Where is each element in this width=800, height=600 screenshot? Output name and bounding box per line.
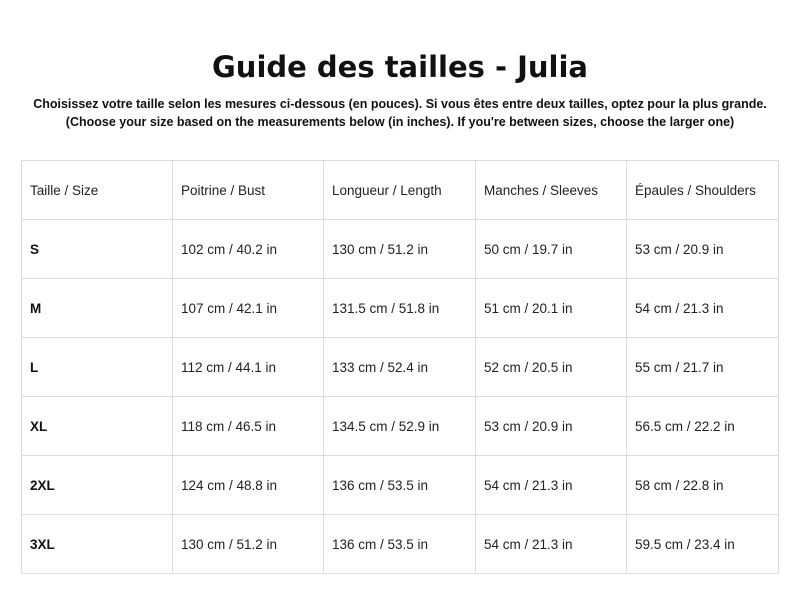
size-cell: L bbox=[22, 338, 173, 397]
size-cell: XL bbox=[22, 397, 173, 456]
length-cell: 130 cm / 51.2 in bbox=[324, 220, 476, 279]
length-cell: 134.5 cm / 52.9 in bbox=[324, 397, 476, 456]
size-cell: M bbox=[22, 279, 173, 338]
size-cell: 2XL bbox=[22, 456, 173, 515]
bust-cell: 130 cm / 51.2 in bbox=[173, 515, 324, 574]
shoulders-cell: 59.5 cm / 23.4 in bbox=[627, 515, 779, 574]
size-cell: S bbox=[22, 220, 173, 279]
table-row bbox=[22, 397, 779, 456]
header-bust: Poitrine / Bust bbox=[173, 161, 324, 220]
shoulders-cell: 53 cm / 20.9 in bbox=[627, 220, 779, 279]
shoulders-cell: 54 cm / 21.3 in bbox=[627, 279, 779, 338]
sleeves-cell: 51 cm / 20.1 in bbox=[476, 279, 627, 338]
shoulders-cell: 56.5 cm / 22.2 in bbox=[627, 397, 779, 456]
size-cell: 3XL bbox=[22, 515, 173, 574]
bust-cell: 102 cm / 40.2 in bbox=[173, 220, 324, 279]
table-header-row bbox=[22, 161, 779, 220]
sleeves-cell: 52 cm / 20.5 in bbox=[476, 338, 627, 397]
table-row bbox=[22, 279, 779, 338]
sleeves-cell: 54 cm / 21.3 in bbox=[476, 515, 627, 574]
sleeves-cell: 50 cm / 19.7 in bbox=[476, 220, 627, 279]
length-cell: 136 cm / 53.5 in bbox=[324, 515, 476, 574]
sleeves-cell: 54 cm / 21.3 in bbox=[476, 456, 627, 515]
table-row bbox=[22, 220, 779, 279]
intro-line-english: (Choose your size based on the measurements below (in inches). If you're between sizes, choose the larger one) bbox=[65, 115, 735, 129]
table-row bbox=[22, 338, 779, 397]
header-sleeves: Manches / Sleeves bbox=[476, 161, 627, 220]
intro-text bbox=[0, 95, 800, 131]
table-row bbox=[22, 515, 779, 574]
shoulders-cell: 58 cm / 22.8 in bbox=[627, 456, 779, 515]
sleeves-cell: 53 cm / 20.9 in bbox=[476, 397, 627, 456]
header-length: Longueur / Length bbox=[324, 161, 476, 220]
bust-cell: 118 cm / 46.5 in bbox=[173, 397, 324, 456]
page-title: Guide des tailles - Julia bbox=[212, 50, 588, 85]
length-cell: 131.5 cm / 51.8 in bbox=[324, 279, 476, 338]
bust-cell: 107 cm / 42.1 in bbox=[173, 279, 324, 338]
header-size: Taille / Size bbox=[22, 161, 173, 220]
bust-cell: 112 cm / 44.1 in bbox=[173, 338, 324, 397]
intro-line-french: Choisissez votre taille selon les mesures ci-dessous (en pouces). Si vous êtes entre deux tailles, optez pour la plus grande. bbox=[33, 97, 767, 111]
size-chart-table bbox=[21, 160, 779, 574]
bust-cell: 124 cm / 48.8 in bbox=[173, 456, 324, 515]
length-cell: 136 cm / 53.5 in bbox=[324, 456, 476, 515]
length-cell: 133 cm / 52.4 in bbox=[324, 338, 476, 397]
header-shoulders: Épaules / Shoulders bbox=[627, 161, 779, 220]
shoulders-cell: 55 cm / 21.7 in bbox=[627, 338, 779, 397]
table-row bbox=[22, 456, 779, 515]
